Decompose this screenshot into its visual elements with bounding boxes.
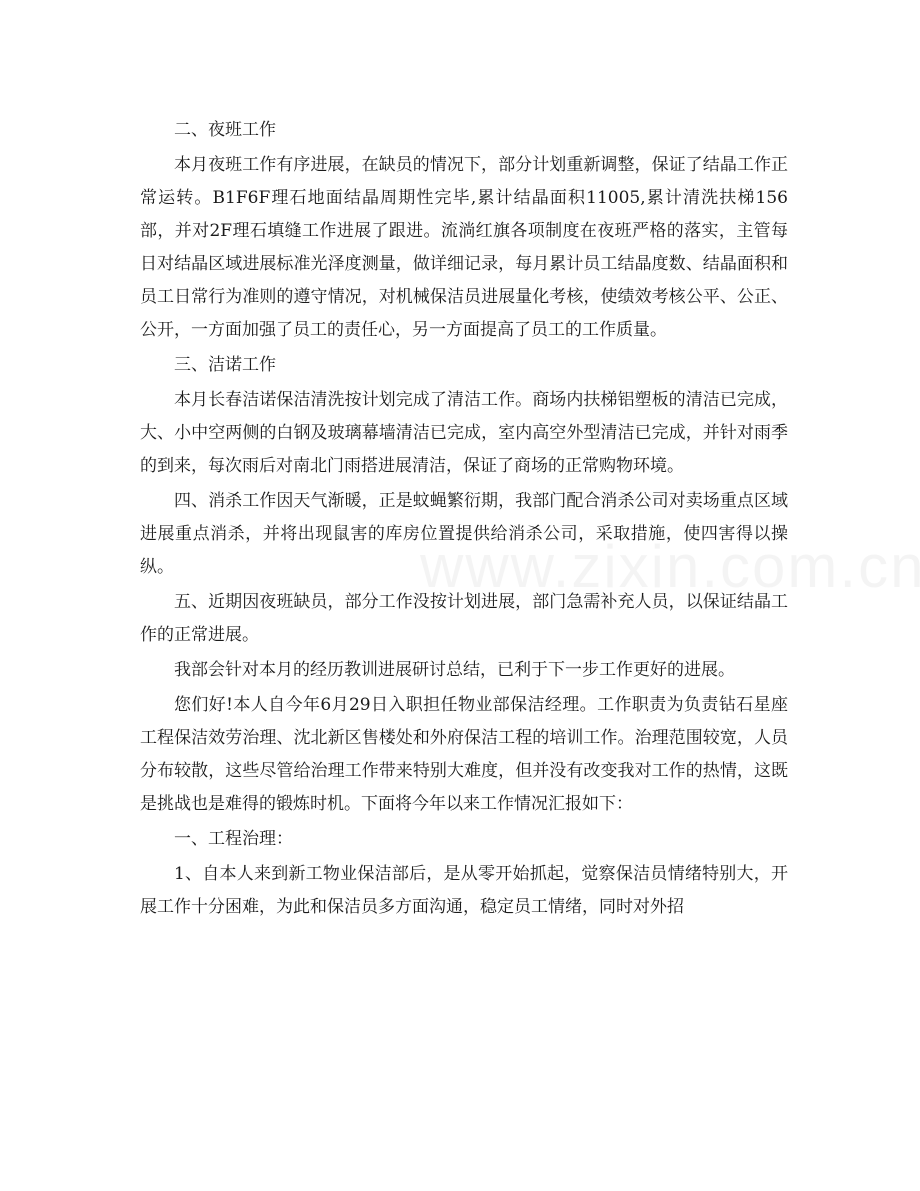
paragraph-item-1: 1、自本人来到新工物业保洁部后，是从零开始抓起，觉察保洁员情绪特别大，开展工作十分困难，为此和保洁员多方面沟通，稳定员工情绪，同时对外招 xyxy=(140,864,788,917)
section-heading-night-shift: 二、夜班工作 xyxy=(174,120,276,140)
paragraph-staffing: 五、近期因夜班缺员，部分工作没按计划进展，部门急需补充人员，以保证结晶工作的正常进展。 xyxy=(140,592,788,645)
paragraph-jienuo: 本月长春洁诺保洁清洗按计划完成了清洁工作。商场内扶梯铝塑板的清洁已完成，大、小中空两侧的白钢及玻璃幕墙清洁已完成，室内高空外型清洁已完成，并针对雨季的到来，每次雨后对南北门雨搭进展清洁，保证了商场的正常购物环境。 xyxy=(140,390,788,476)
section-heading-jienuo: 三、洁诺工作 xyxy=(174,355,276,375)
paragraph-introduction: 您们好!本人自今年6月29日入职担任物业部保洁经理。工作职责为负责钻石星座工程保洁效劳治理、沈北新区售楼处和外府保洁工程的培训工作。治理范围较宽，人员分布较散，这些尽管给治理工作带来特别大难度，但并没有改变我对工作的热情，这既是挑战也是难得的锻炼时机。下面将今年以来工作情况汇报如下： xyxy=(140,695,788,814)
paragraph-night-shift: 本月夜班工作有序进展，在缺员的情况下，部分计划重新调整，保证了结晶工作正常运转。B1F6F理石地面结晶周期性完毕,累计结晶面积11005,累计清洗扶梯156部，并对2F理石填缝工作进展了跟进。流淌红旗各项制度在夜班严格的落实，主管每日对结晶区域进展标准光泽度测量，做详细记录，每月累计员工结晶度数、结晶面积和员工日常行为准则的遵守情况，对机械保洁员进展量化考核，使绩效考核公平、公正、公开，一方面加强了员工的责任心，另一方面提高了员工的工作质量。 xyxy=(140,155,788,340)
section-heading-project-management: 一、工程治理： xyxy=(174,829,293,849)
paragraph-summary: 我部会针对本月的经历教训进展研讨总结，已利于下一步工作更好的进展。 xyxy=(174,660,735,680)
paragraph-pest-control: 四、消杀工作因天气渐暖，正是蚊蝇繁衍期，我部门配合消杀公司对卖场重点区域进展重点消杀，并将出现鼠害的库房位置提供给消杀公司，采取措施，使四害得以操纵。 xyxy=(140,491,788,577)
document-body xyxy=(140,114,788,926)
